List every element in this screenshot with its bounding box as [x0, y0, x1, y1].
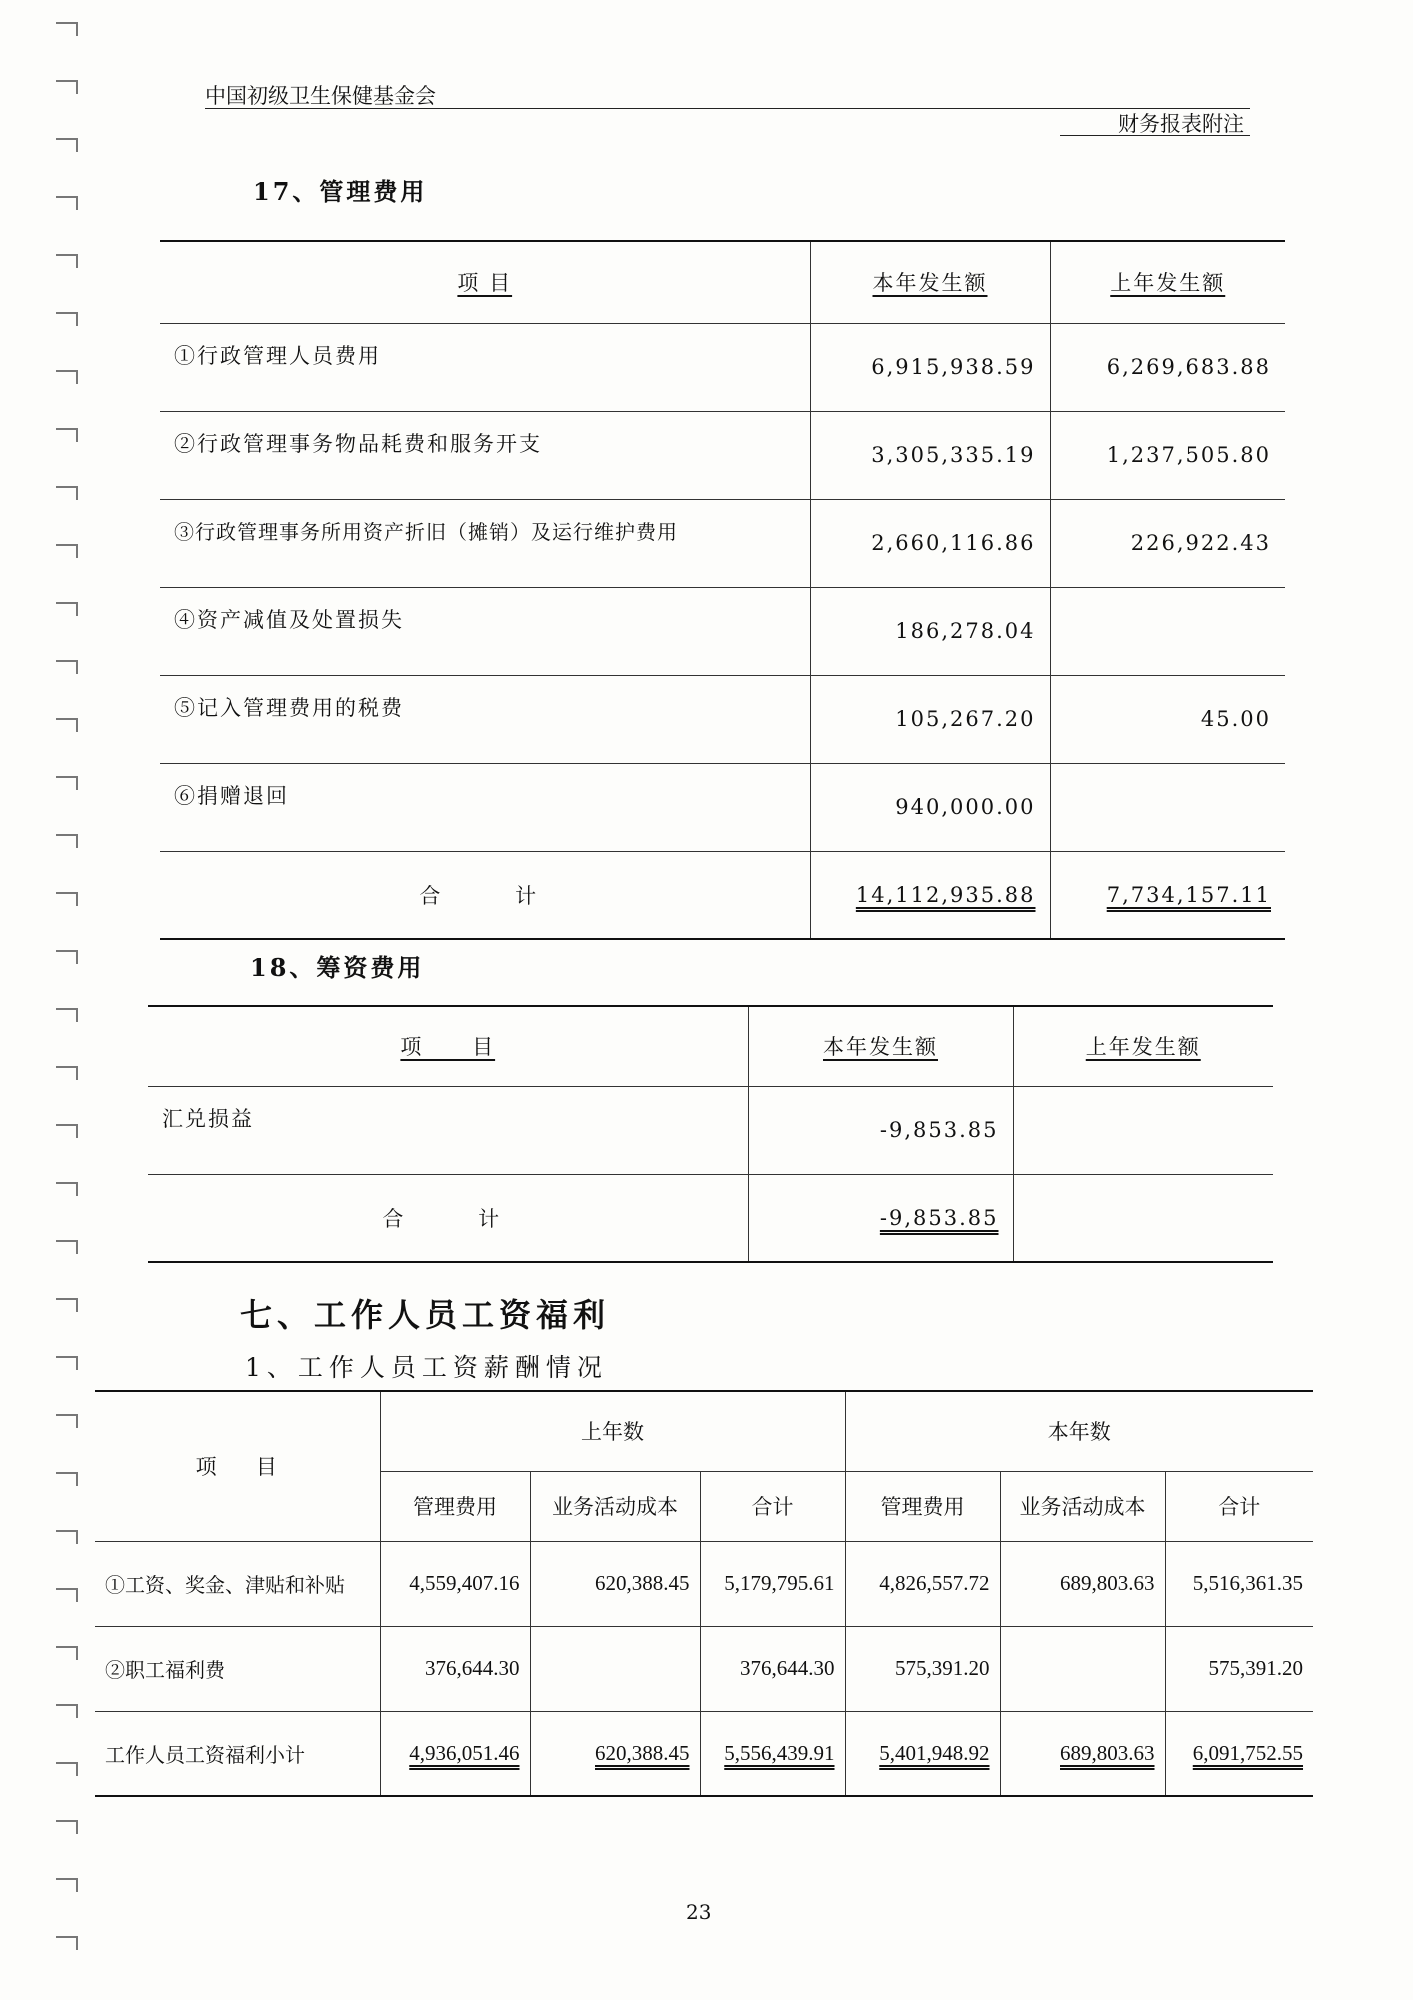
binding-holes [0, 0, 110, 2000]
table-row [160, 587, 1285, 675]
header-current [810, 241, 1050, 323]
table-group-header-row [95, 1391, 1313, 1471]
header-current [748, 1006, 1013, 1086]
total-label: 合 计 [148, 1174, 748, 1262]
row-value: 575,391.20 [1165, 1626, 1313, 1711]
row-value: 4,826,557.72 [845, 1541, 1000, 1626]
table-header-row [160, 241, 1285, 323]
row-value: 376,644.30 [700, 1626, 845, 1711]
subtotal-value: 689,803.63 [1060, 1740, 1155, 1765]
header-previous-label: 上年发生额 [1110, 271, 1226, 296]
header-prev-year: 上年数 [380, 1391, 845, 1471]
subtotal-value: 6,091,752.55 [1192, 1740, 1304, 1765]
table-row [160, 675, 1285, 763]
header-previous-label: 上年发生额 [1085, 1035, 1201, 1060]
page-number: 23 [686, 1900, 712, 1924]
header-current-label: 本年发生额 [823, 1035, 938, 1060]
table-row [148, 1086, 1273, 1174]
row-item: ③行政管理事务所用资产折旧（摊销）及运行维护费用 [160, 499, 810, 587]
subheader-business: 业务活动成本 [530, 1471, 700, 1541]
row-item: ①行政管理人员费用 [160, 323, 810, 411]
row-value: 4,559,407.16 [380, 1541, 530, 1626]
subtotal-value: 5,556,439.91 [724, 1740, 835, 1765]
subheader-admin: 管理费用 [380, 1471, 530, 1541]
staff-salary-table [95, 1390, 1313, 1797]
total-previous [1050, 851, 1285, 939]
total-label: 合 计 [160, 851, 810, 939]
header-rule [205, 108, 1250, 109]
row-item: ⑤记入管理费用的税费 [160, 675, 810, 763]
header-section: 财务报表附注 [1118, 112, 1244, 136]
subheader-total: 合计 [700, 1471, 845, 1541]
row-current: 6,915,938.59 [810, 323, 1050, 411]
header-item-label: 项 目 [400, 1035, 496, 1060]
row-current: 3,305,335.19 [810, 411, 1050, 499]
row-item: ①工资、奖金、津贴和补贴 [95, 1541, 380, 1626]
header-item-label: 项 目 [457, 271, 513, 296]
header-current-label: 本年发生额 [872, 271, 988, 296]
section-7-subtitle: 1、工作人员工资薪酬情况 [245, 1353, 608, 1382]
row-item: ②职工福利费 [95, 1626, 380, 1711]
section-17-title: 17、管理费用 [253, 177, 428, 206]
subheader-total: 合计 [1165, 1471, 1313, 1541]
row-current: 940,000.00 [810, 763, 1050, 851]
row-value: 376,644.30 [380, 1626, 530, 1711]
header-previous [1013, 1006, 1273, 1086]
row-value: 575,391.20 [845, 1626, 1000, 1711]
section-18-title: 18、筹资费用 [250, 953, 425, 982]
row-item: ⑥捐赠退回 [160, 763, 810, 851]
row-current: 2,660,116.86 [810, 499, 1050, 587]
header-org: 中国初级卫生保健基金会 [205, 84, 436, 108]
row-previous: 6,269,683.88 [1050, 323, 1285, 411]
table-row [160, 499, 1285, 587]
table-row [95, 1626, 1313, 1711]
subtotal-value: 620,388.45 [595, 1740, 690, 1765]
header-rule-right [1060, 135, 1250, 136]
row-previous: 226,922.43 [1050, 499, 1285, 587]
subheader-admin: 管理费用 [845, 1471, 1000, 1541]
subtotal-value: 5,401,948.92 [879, 1740, 990, 1765]
row-current: 105,267.20 [810, 675, 1050, 763]
subtotal-cell [700, 1711, 845, 1796]
row-previous: 45.00 [1050, 675, 1285, 763]
subtotal-cell [845, 1711, 1000, 1796]
table-row [160, 763, 1285, 851]
section-7-title: 七、工作人员工资福利 [240, 1296, 611, 1334]
subtotal-cell [530, 1711, 700, 1796]
row-current: -9,853.85 [748, 1086, 1013, 1174]
subtotal-cell [380, 1711, 530, 1796]
total-previous [1013, 1174, 1273, 1262]
row-value [1000, 1626, 1165, 1711]
table-row [95, 1541, 1313, 1626]
table-total-row [148, 1174, 1273, 1262]
row-value: 5,179,795.61 [700, 1541, 845, 1626]
row-value: 5,516,361.35 [1165, 1541, 1313, 1626]
row-value [530, 1626, 700, 1711]
header-item [160, 241, 810, 323]
row-item: 汇兑损益 [148, 1086, 748, 1174]
total-current [810, 851, 1050, 939]
row-value: 689,803.63 [1000, 1541, 1165, 1626]
subtotal-cell [1165, 1711, 1313, 1796]
header-item: 项 目 [95, 1391, 380, 1541]
table-header-row [148, 1006, 1273, 1086]
subtotal-value: 4,936,051.46 [409, 1740, 520, 1765]
financing-expense-table [148, 1005, 1273, 1263]
row-previous [1050, 763, 1285, 851]
table-total-row [160, 851, 1285, 939]
header-item [148, 1006, 748, 1086]
table-row [160, 411, 1285, 499]
admin-expense-table [160, 240, 1285, 940]
total-previous-value: 7,734,157.11 [1106, 882, 1271, 907]
row-value: 620,388.45 [530, 1541, 700, 1626]
subheader-business: 业务活动成本 [1000, 1471, 1165, 1541]
row-item: ④资产减值及处置损失 [160, 587, 810, 675]
row-previous [1013, 1086, 1273, 1174]
row-item: 工作人员工资福利小计 [95, 1711, 380, 1796]
total-current-value: -9,853.85 [879, 1205, 999, 1230]
total-current [748, 1174, 1013, 1262]
table-subtotal-row [95, 1711, 1313, 1796]
row-item: ②行政管理事务物品耗费和服务开支 [160, 411, 810, 499]
row-previous: 1,237,505.80 [1050, 411, 1285, 499]
header-cur-year: 本年数 [845, 1391, 1313, 1471]
row-current: 186,278.04 [810, 587, 1050, 675]
row-previous [1050, 587, 1285, 675]
total-current-value: 14,112,935.88 [855, 882, 1036, 907]
table-row [160, 323, 1285, 411]
subtotal-cell [1000, 1711, 1165, 1796]
header-previous [1050, 241, 1285, 323]
